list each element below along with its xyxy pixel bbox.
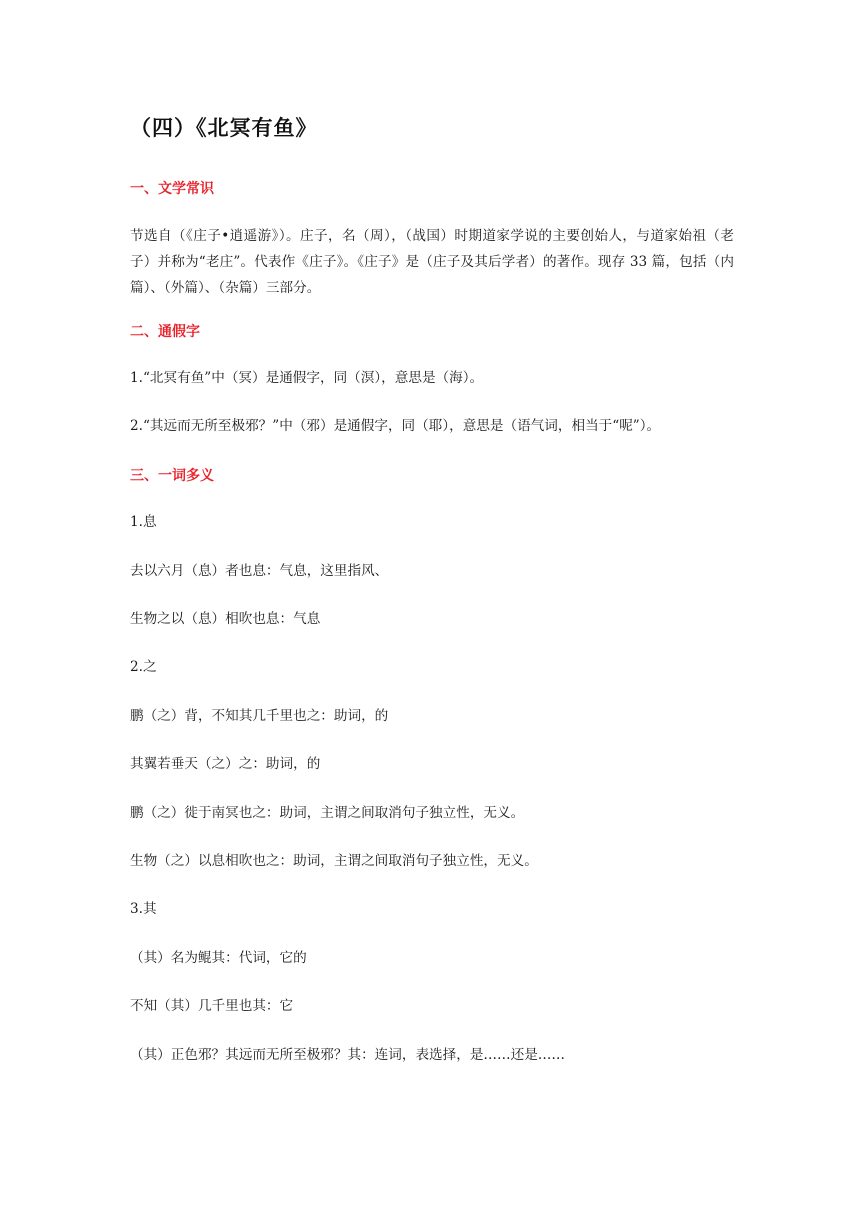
- polysemy-example: 生物之以（息）相吹也息：气息: [130, 611, 321, 627]
- section-heading-literary-knowledge: 一、文学常识: [130, 181, 214, 197]
- polysemy-example: 鹏（之）徙于南冥也之：助词，主谓之间取消句子独立性，无义。: [130, 805, 525, 821]
- polysemy-example: 去以六月（息）者也息：气息，这里指风、: [130, 563, 389, 579]
- section-heading-interchangeable-characters: 二、通假字: [130, 324, 200, 340]
- section-heading-polysemy: 三、一词多义: [130, 468, 214, 484]
- polysemy-word-qi: 3.其: [130, 901, 157, 917]
- polysemy-example: （其）正色邪？其远而无所至极邪？其：连词，表选择，是……还是……: [130, 1047, 565, 1063]
- polysemy-example: （其）名为鲲其：代词，它的: [130, 950, 307, 966]
- interchangeable-item-2: 2.“其远而无所至极邪？”中（邪）是通假字，同（耶），意思是（语气词，相当于“呢”）。: [130, 418, 661, 434]
- polysemy-example: 不知（其）几千里也其：它: [130, 998, 294, 1014]
- document-title: （四）《北冥有鱼》: [130, 116, 318, 140]
- polysemy-word-xi: 1.息: [130, 514, 157, 530]
- literary-knowledge-paragraph: 节选自（《庄子•逍遥游》）。庄子，名（周），（战国）时期道家学说的主要创始人，与道家始祖（老子）并称为“老庄”。代表作《庄子》。《庄子》是（庄子及其后学者）的著作。现存 33 篇，包括（内篇）、（外篇）、（杂篇）三部分。: [130, 228, 734, 296]
- polysemy-example: 其翼若垂天（之）之：助词，的: [130, 756, 321, 772]
- polysemy-example: 鹏（之）背，不知其几千里也之：助词，的: [130, 708, 389, 724]
- polysemy-word-zhi: 2.之: [130, 659, 157, 675]
- polysemy-example: 生物（之）以息相吹也之：助词，主谓之间取消句子独立性，无义。: [130, 853, 538, 869]
- interchangeable-item-1: 1.“北冥有鱼”中（冥）是通假字，同（溟），意思是（海）。: [130, 370, 484, 386]
